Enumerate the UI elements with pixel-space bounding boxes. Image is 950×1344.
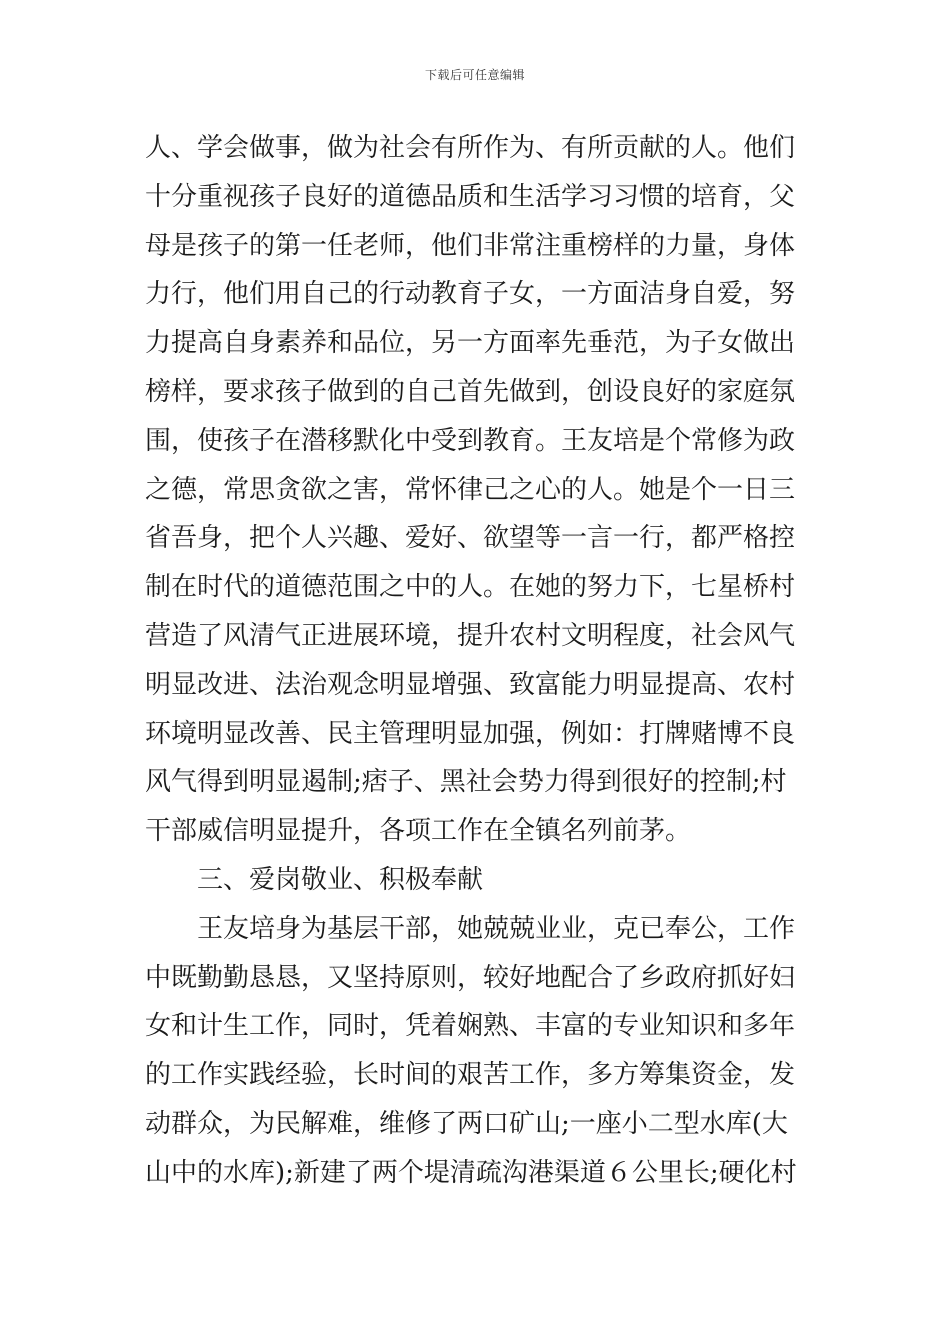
text-line: 榜样，要求孩子做到的自己首先做到，创设良好的家庭氛 <box>145 376 796 407</box>
text-line: 力提高自身素养和品位，另一方面率先垂范，为子女做出 <box>145 328 796 359</box>
document-body <box>145 124 810 1198</box>
text-line: 十分重视孩子良好的道德品质和生活学习习惯的培育，父 <box>145 181 796 212</box>
text-line: 之德，常思贪欲之害，常怀律己之心的人。她是个一日三 <box>145 474 796 505</box>
text-line: 明显改进、法治观念明显增强、致富能力明显提高、农村 <box>145 669 796 700</box>
text-line: 省吾身，把个人兴趣、爱好、欲望等一言一行，都严格控 <box>145 523 796 554</box>
text-line: 力行，他们用自己的行动教育子女，一方面洁身自爱，努 <box>145 279 796 310</box>
text-line: 母是孩子的第一任老师，他们非常注重榜样的力量，身体 <box>145 230 796 261</box>
text-line: 环境明显改善、民主管理明显加强，例如：打牌赌博不良 <box>145 718 796 749</box>
text-line: 干部威信明显提升，各项工作在全镇名列前茅。 <box>145 816 692 847</box>
text-line: 人、学会做事，做为社会有所作为、有所贡献的人。他们 <box>145 133 796 163</box>
text-line: 制在时代的道德范围之中的人。在她的努力下，七星桥村 <box>145 572 796 603</box>
text-line: 动群众，为民解难，维修了两口矿山;一座小二型水库(大 <box>145 1108 788 1139</box>
text-line: 的工作实践经验，长时间的艰苦工作，多方筹集资金，发 <box>145 1060 796 1091</box>
text-line: 王友培身为基层干部，她兢兢业业，克已奉公，工作 <box>197 913 796 944</box>
download-note: 下载后可任意编辑 <box>424 68 525 82</box>
text-line: 山中的水库);新建了两个堤清疏沟港渠道６公里长;硬化村 <box>145 1157 797 1188</box>
text-line: 风气得到明显遏制;痞子、黑社会势力得到很好的控制;村 <box>145 767 787 798</box>
text-line: 营造了风清气正进展环境，提升农村文明程度，社会风气 <box>145 620 796 651</box>
section-heading: 三、爱岗敬业、积极奉献 <box>197 864 484 895</box>
text-line: 中既勤勤恳恳，又坚持原则，较好地配合了乡政府抓好妇 <box>145 962 796 993</box>
text-line: 女和计生工作，同时，凭着娴熟、丰富的专业知识和多年 <box>145 1011 796 1042</box>
text-line: 围，使孩子在潜移默化中受到教育。王友培是个常修为政 <box>145 425 796 456</box>
